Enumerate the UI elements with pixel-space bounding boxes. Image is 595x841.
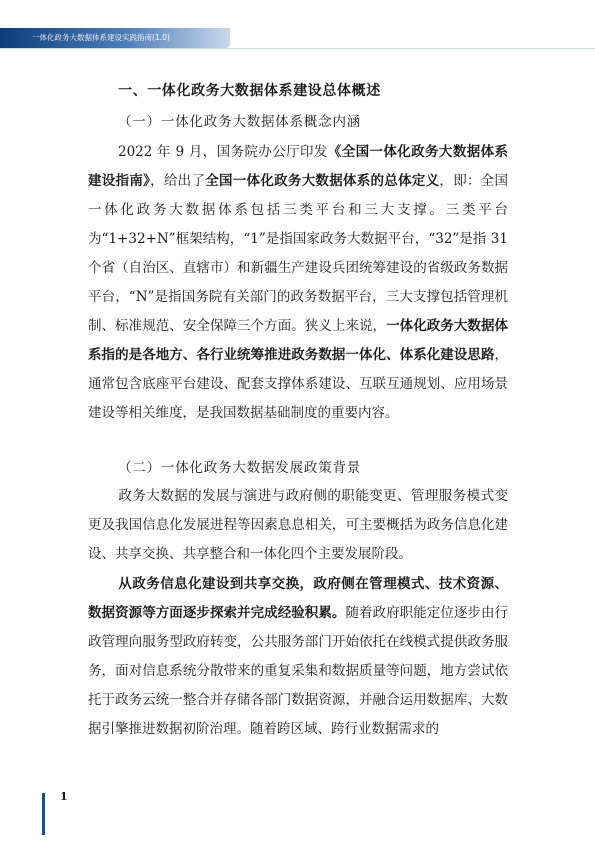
section-title: 一、一体化政务大数据体系建设总体概述 [118, 83, 381, 99]
paragraph-concept [88, 138, 508, 428]
para2-text: 政务大数据的发展与演进与政府侧的职能变更、管理服务模式变更及我国信息化发展进程等因素息息相关，可主要概括为政务信息化建设、共享交换、共享整合和一体化四个主要发展阶段。 [88, 488, 508, 562]
para1-text-4: ，通常包含底座平台建设、配套支撑体系建设、互联互通规划、应用场景建设等相关维度，是我国数据基础制度的重要内容。 [88, 347, 508, 421]
para3-text: 随着政府职能定位逐步由行政管理向服务型政府转变，公共服务部门开始依托在线模式提供政务服务，面对信息系统分散带来的重复采集和数据质量等问题，地方尝试依托于政务云统一整合并存储各部门数据资源，并融合运用数据库、大数据引擎推进数据初阶治理。随着跨区域、跨行业数据需求的 [88, 605, 509, 737]
para1-text-3: ，即：全国一体化政务大数据体系包括三类平台和三大支撑。三类平台为“1+32+N”框架结构，“1”是指国家政务大数据平台，“32”是指 31 个省（自治区、直辖市）和新疆生产建设兵团统筹建设的省级政务数据平台，“N”是指国务院有关部门的政务数据平台，三大支撑包括管理机制、标准规范、安全保障三个方面。狭义上来说， [88, 173, 509, 334]
para1-text-2: ，给出了 [150, 173, 206, 189]
paragraph-evolution [88, 570, 508, 744]
paragraph-background [88, 482, 508, 569]
para1-bold-2: 全国一体化政务大数据体系的总体定义 [205, 173, 440, 189]
para1-text-1: 2022 年 9 月，国务院办公厅印发 [118, 144, 328, 160]
footer-accent-bar [42, 793, 45, 835]
para1-bold-1: 《全国一体化政务大数据体系建设指南》 [88, 144, 508, 189]
para3-bold: 从政务信息化建设到共享交换，政府侧在管理模式、技术资源、数据资源等方面逐步探索并完成经验积累。 [88, 576, 508, 621]
page-number: 1 [60, 790, 68, 803]
header-divider [0, 48, 595, 49]
running-header: 一体化政务大数据体系建设实践指南(1.0) [32, 33, 170, 42]
para1-bold-3: 一体化政务大数据体系指的是各地方、各行业统筹推进政务数据一体化、体系化建设思路 [88, 318, 509, 363]
subsection-title-1: （一）一体化政务大数据体系概念内涵 [118, 114, 362, 130]
subsection-title-2: （二）一体化政务大数据发展政策背景 [118, 460, 362, 476]
